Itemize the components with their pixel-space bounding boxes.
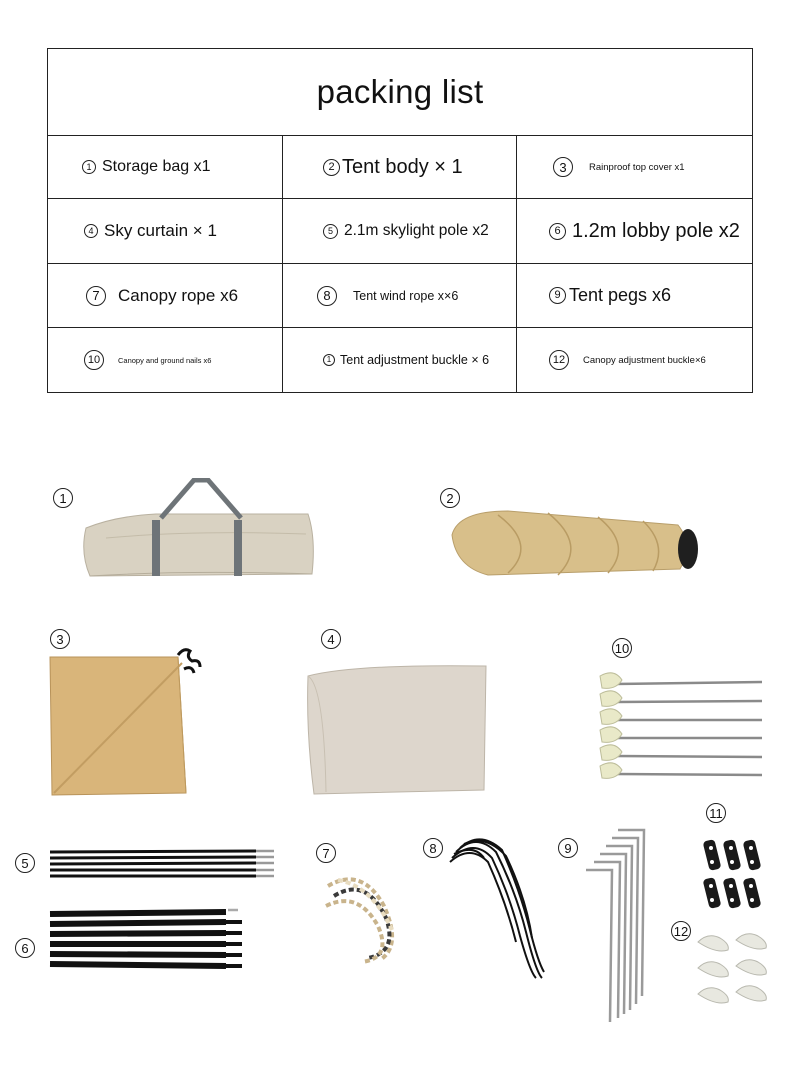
item-number: 9 bbox=[549, 287, 566, 304]
table-cell bbox=[517, 328, 751, 392]
storage-bag-illustration bbox=[76, 478, 320, 582]
item-text: Canopy adjustment buckle×6 bbox=[583, 354, 706, 366]
item-text: Canopy rope x6 bbox=[118, 285, 239, 305]
item-text: Tent body × 1 bbox=[342, 155, 463, 178]
item-number: 12 bbox=[549, 350, 569, 370]
figure-label: 5 bbox=[15, 853, 35, 873]
figure-label: 7 bbox=[316, 843, 336, 863]
item-text: Tent pegs x6 bbox=[569, 285, 672, 305]
skylight-pole-illustration bbox=[46, 846, 278, 882]
wind-rope-illustration bbox=[446, 832, 550, 982]
item-number: 3 bbox=[553, 157, 573, 177]
figure-label: 11 bbox=[706, 803, 726, 823]
table-row bbox=[48, 136, 752, 199]
item-number: 6 bbox=[549, 223, 566, 240]
table-row bbox=[48, 199, 752, 264]
rain-cover-illustration bbox=[46, 643, 206, 799]
tent-body-illustration bbox=[448, 505, 703, 580]
item-number: 1 bbox=[323, 354, 335, 366]
table-cell bbox=[517, 199, 751, 263]
figure-label: 12 bbox=[671, 921, 691, 941]
item-number: 2 bbox=[323, 159, 340, 176]
figure-label: 1 bbox=[53, 488, 73, 508]
figure-label: 3 bbox=[50, 629, 70, 649]
canopy-rope-illustration bbox=[322, 866, 408, 966]
item-number: 10 bbox=[84, 350, 104, 370]
figure-label: 10 bbox=[612, 638, 632, 658]
item-text: Rainproof top cover x1 bbox=[589, 161, 685, 173]
item-number: 5 bbox=[323, 224, 338, 239]
item-text: Sky curtain × 1 bbox=[104, 221, 217, 240]
item-text: Storage bag x1 bbox=[102, 158, 211, 175]
table-cell bbox=[48, 136, 283, 198]
figure-label: 4 bbox=[321, 629, 341, 649]
table-row bbox=[48, 264, 752, 328]
figure-label: 6 bbox=[15, 938, 35, 958]
packing-list-title: packing list bbox=[48, 49, 752, 136]
table-row bbox=[48, 328, 752, 392]
canopy-adjustment-buckle-illustration bbox=[694, 930, 774, 1008]
item-text: Tent wind rope x×6 bbox=[353, 288, 459, 303]
item-text: 1.2m lobby pole x2 bbox=[572, 219, 740, 242]
tent-adjustment-buckle-illustration bbox=[700, 836, 766, 914]
item-number: 1 bbox=[82, 160, 96, 174]
table-cell bbox=[283, 136, 517, 198]
table-cell bbox=[283, 328, 517, 392]
table-cell bbox=[283, 199, 517, 263]
figure-label: 9 bbox=[558, 838, 578, 858]
table-cell bbox=[283, 264, 517, 327]
table-cell bbox=[48, 199, 283, 263]
table-cell bbox=[517, 264, 751, 327]
table-cell bbox=[48, 264, 283, 327]
sky-curtain-illustration bbox=[304, 662, 490, 796]
item-number: 7 bbox=[86, 286, 106, 306]
figure-label: 2 bbox=[440, 488, 460, 508]
item-text: Canopy and ground nails x6 bbox=[118, 355, 212, 365]
tent-pegs-illustration bbox=[582, 826, 652, 1024]
table-cell bbox=[517, 136, 751, 198]
table-cell bbox=[48, 328, 283, 392]
item-text: Tent adjustment buckle × 6 bbox=[340, 353, 490, 367]
item-number: 8 bbox=[317, 286, 337, 306]
figure-label: 8 bbox=[423, 838, 443, 858]
item-text: 2.1m skylight pole x2 bbox=[344, 222, 489, 239]
packing-list-table bbox=[47, 48, 753, 393]
ground-nails-illustration bbox=[594, 666, 766, 790]
lobby-pole-illustration bbox=[46, 906, 246, 974]
item-number: 4 bbox=[84, 224, 98, 238]
